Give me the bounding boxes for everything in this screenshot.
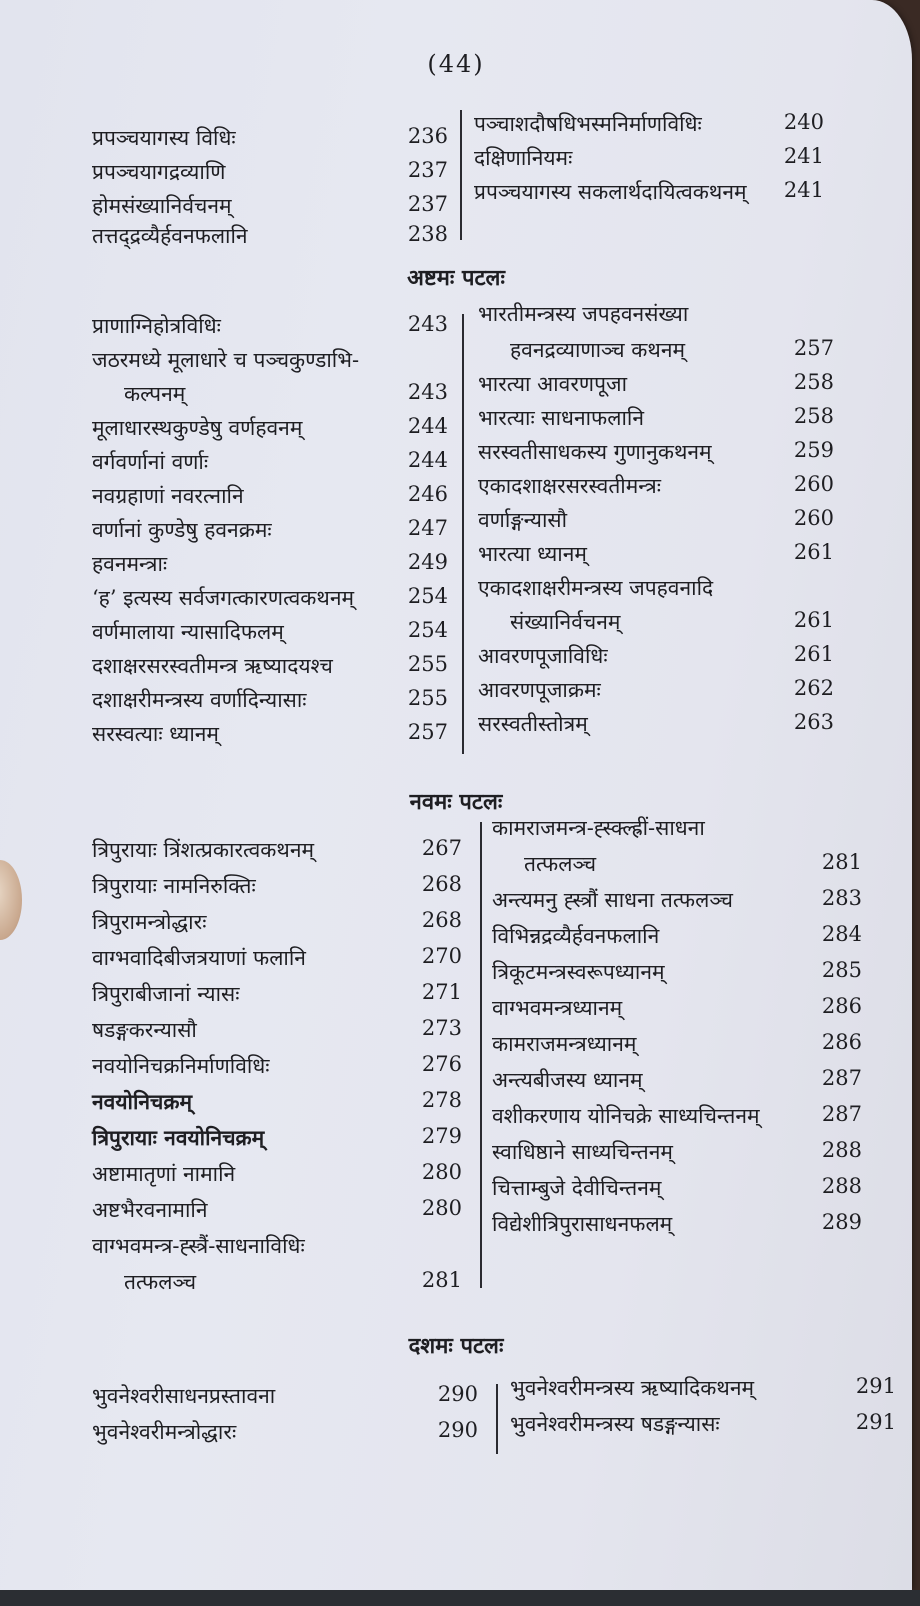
toc-entry: सरस्वतीस्तोत्रम् 263 bbox=[478, 710, 834, 736]
column-divider bbox=[496, 1384, 498, 1454]
toc-entry: सरस्वत्याः ध्यानम् 257 bbox=[92, 720, 448, 746]
section-left-column bbox=[92, 312, 448, 762]
toc-entry: अन्त्यबीजस्य ध्यानम् 287 bbox=[492, 1066, 862, 1092]
toc-entry: भुवनेश्वरीसाधनप्रस्तावना 290 bbox=[92, 1382, 478, 1408]
toc-entry: एकादशाक्षरीमन्त्रस्य जपहवनादि bbox=[478, 576, 714, 600]
toc-entry: हवनमन्त्राः 249 bbox=[92, 550, 448, 576]
toc-entry: भारत्याः साधनाफलानि 258 bbox=[478, 404, 834, 430]
toc-entry: कामराजमन्त्रध्यानम् 286 bbox=[492, 1030, 862, 1056]
toc-entry: आवरणपूजाविधिः 261 bbox=[478, 642, 834, 668]
section-left-column bbox=[92, 1382, 478, 1458]
toc-entry: नवयोनिचक्रम् 278 bbox=[92, 1088, 462, 1114]
toc-entry: अष्टभैरवनामानि 280 bbox=[92, 1196, 462, 1222]
column-divider bbox=[460, 110, 462, 240]
page-number: (44) bbox=[427, 50, 485, 78]
toc-entry: प्रपञ्चयागस्य विधिः 236 bbox=[92, 124, 448, 150]
section-right-column bbox=[492, 814, 862, 1254]
column-divider bbox=[480, 822, 482, 1288]
toc-entry: कल्पनम् 243 bbox=[124, 380, 448, 406]
toc-entry: भुवनेश्वरीमन्त्रस्य ऋष्यादिकथनम् 291 bbox=[510, 1374, 896, 1400]
toc-entry: भुवनेश्वरीमन्त्रोद्धारः 290 bbox=[92, 1418, 478, 1444]
toc-entry: वर्णाङ्गन्यासौ 260 bbox=[478, 506, 834, 532]
toc-entry: दशाक्षरीमन्त्रस्य वर्णादिन्यासाः 255 bbox=[92, 686, 448, 712]
toc-entry: प्राणाग्निहोत्रविधिः 243 bbox=[92, 312, 448, 338]
toc-entry: अन्त्यमनु ह्स्त्रौं साधना तत्फलञ्च 283 bbox=[492, 886, 862, 912]
toc-entry: हवनद्रव्याणाञ्च कथनम् 257 bbox=[510, 336, 834, 362]
toc-entry: वाग्भवादिबीजत्रयाणां फलानि 270 bbox=[92, 944, 462, 970]
toc-entry: तत्फलञ्च 281 bbox=[124, 1268, 462, 1294]
toc-entry: वाग्भवमन्त्र-ह्स्त्रैं-साधनाविधिः bbox=[92, 1234, 305, 1258]
toc-entry: वशीकरणाय योनिचक्रे साध्यचिन्तनम् 287 bbox=[492, 1102, 862, 1128]
toc-entry: वाग्भवमन्त्रध्यानम् 286 bbox=[492, 994, 862, 1020]
toc-entry: भुवनेश्वरीमन्त्रस्य षडङ्गन्यासः 291 bbox=[510, 1410, 896, 1436]
toc-entry: नवयोनिचक्रनिर्माणविधिः 276 bbox=[92, 1052, 462, 1078]
toc-entry: त्रिपुरायाः त्रिंशत्प्रकारत्वकथनम् 267 bbox=[92, 836, 462, 862]
section-heading: नवमः पटलः bbox=[409, 789, 503, 815]
toc-entry: जठरमध्ये मूलाधारे च पञ्चकुण्डाभि- bbox=[92, 348, 360, 372]
toc-entry: त्रिपुरामन्त्रोद्धारः 268 bbox=[92, 908, 462, 934]
toc-entry: वर्गवर्णानां वर्णाः 244 bbox=[92, 448, 448, 474]
toc-entry: त्रिपुरायाः नामनिरुक्तिः 268 bbox=[92, 872, 462, 898]
toc-entry: आवरणपूजाक्रमः 262 bbox=[478, 676, 834, 702]
toc-entry: स्वाधिष्ठाने साध्यचिन्तनम् 288 bbox=[492, 1138, 862, 1164]
toc-entry: त्रिपुराबीजानां न्यासः 271 bbox=[92, 980, 462, 1006]
toc-entry: सरस्वतीसाधकस्य गुणानुकथनम् 259 bbox=[478, 438, 834, 464]
toc-entry: होमसंख्यानिर्वचनम् 237 bbox=[92, 192, 448, 218]
toc-entry: वर्णमालाया न्यासादिफलम् 254 bbox=[92, 618, 448, 644]
toc-entry: एकादशाक्षरसरस्वतीमन्त्रः 260 bbox=[478, 472, 834, 498]
section-right-column bbox=[478, 300, 834, 750]
toc-entry: विद्येशीत्रिपुरासाधनफलम् 289 bbox=[492, 1210, 862, 1236]
toc-entry: प्रपञ्चयागस्य सकलार्थदायित्वकथनम् 241 bbox=[474, 178, 824, 204]
column-divider bbox=[462, 314, 464, 754]
toc-entry: नवग्रहाणां नवरत्नानि 246 bbox=[92, 482, 448, 508]
toc-entry: दशाक्षरसरस्वतीमन्त्र ऋष्यादयश्च 255 bbox=[92, 652, 448, 678]
toc-entry: त्रिकूटमन्त्रस्वरूपध्यानम् 285 bbox=[492, 958, 862, 984]
section-left-column bbox=[92, 836, 462, 1296]
toc-entry: कामराजमन्त्र-ह्स्क्ल्ह्रीं-साधना bbox=[492, 816, 705, 840]
toc-entry: मूलाधारस्थकुण्डेषु वर्णहवनम् 244 bbox=[92, 414, 448, 440]
toc-entry: ‘ह’ इत्यस्य सर्वजगत्कारणत्वकथनम् 254 bbox=[92, 584, 448, 610]
section-right-column bbox=[510, 1374, 896, 1450]
top-block-left-column bbox=[92, 114, 448, 254]
toc-entry: भारतीमन्त्रस्य जपहवनसंख्या bbox=[478, 302, 689, 326]
section-heading: अष्टमः पटलः bbox=[407, 265, 505, 291]
toc-entry: दक्षिणानियमः 241 bbox=[474, 144, 824, 170]
desk-edge bbox=[0, 1590, 920, 1606]
toc-entry: भारत्या ध्यानम् 261 bbox=[478, 540, 834, 566]
toc-entry: पञ्चाशदौषधिभस्मनिर्माणविधिः 240 bbox=[474, 110, 824, 136]
toc-entry: अष्टामातृणां नामानि 280 bbox=[92, 1160, 462, 1186]
toc-entry: चित्ताम्बुजे देवीचिन्तनम् 288 bbox=[492, 1174, 862, 1200]
toc-entry: वर्णानां कुण्डेषु हवनक्रमः 247 bbox=[92, 516, 448, 542]
section-heading: दशमः पटलः bbox=[408, 1333, 504, 1359]
toc-entry: विभिन्नद्रव्यैर्हवनफलानि 284 bbox=[492, 922, 862, 948]
top-block-right-column bbox=[474, 106, 824, 216]
toc-entry: प्रपञ्चयागद्रव्याणि 237 bbox=[92, 158, 448, 184]
toc-entry: षडङ्गकरन्यासौ 273 bbox=[92, 1016, 462, 1042]
toc-entry: भारत्या आवरणपूजा 258 bbox=[478, 370, 834, 396]
toc-entry: तत्तद्द्रव्यैर्हवनफलानि 238 bbox=[92, 222, 448, 248]
toc-entry: संख्यानिर्वचनम् 261 bbox=[510, 608, 834, 634]
toc-entry: त्रिपुरायाः नवयोनिचक्रम् 279 bbox=[92, 1124, 462, 1150]
toc-entry: तत्फलञ्च 281 bbox=[524, 850, 862, 876]
thumb bbox=[0, 860, 22, 940]
